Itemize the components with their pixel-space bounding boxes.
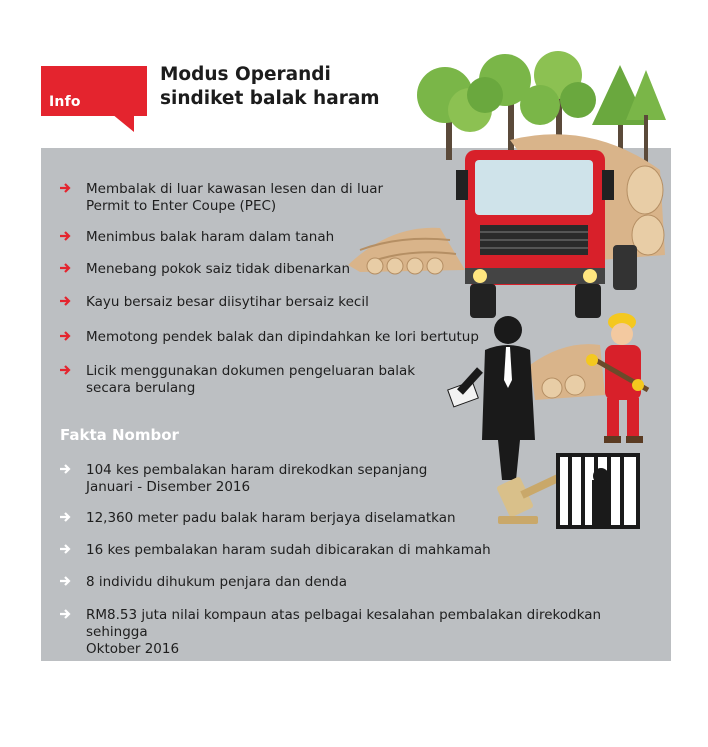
fact-item-text: 16 kes pembalakan haram sudah dibicarakan di mahkamah: [86, 542, 491, 558]
arrow-right-icon: [58, 229, 72, 243]
arrow-right-icon: [58, 607, 72, 621]
arrow-right-icon: [58, 294, 72, 308]
arrow-right-icon: [58, 510, 72, 524]
fact-item-text: 104 kes pembalakan haram direkodkan sepanjang Januari - Disember 2016: [86, 462, 428, 495]
arrow-right-icon: [58, 261, 72, 275]
modus-item-text: Membalak di luar kawasan lesen dan di luar Permit to Enter Coupe (PEC): [86, 181, 384, 214]
modus-item-text: Licik menggunakan dokumen pengeluaran balak secara berulang: [86, 363, 416, 396]
arrow-right-icon: [58, 363, 72, 377]
title-line-2: sindiket balak haram: [160, 88, 380, 109]
modus-item-text: Kayu bersaiz besar diisytihar bersaiz kecil: [86, 294, 369, 310]
prison-bars-icon: [558, 455, 638, 527]
modus-item-text: Menimbus balak haram dalam tanah: [86, 229, 335, 245]
fact-item-text: RM8.53 juta nilai kompaun atas pelbagai kesalahan pembalakan direkodkan sehingga Oktober 2016: [86, 607, 602, 657]
arrow-right-icon: [58, 181, 72, 195]
fact-item-text: 8 individu dihukum penjara dan denda: [86, 574, 348, 590]
fact-item-text: 12,360 meter padu balak haram berjaya diselamatkan: [86, 510, 456, 526]
arrow-right-icon: [58, 329, 72, 343]
illustration: [330, 40, 670, 530]
info-badge-label: Info: [49, 94, 81, 110]
facts-heading: Fakta Nombor: [60, 426, 179, 444]
log-pile-icon: [348, 228, 465, 274]
title-line-1: Modus Operandi: [160, 64, 331, 85]
modus-item-text: Menebang pokok saiz tidak dibenarkan: [86, 261, 351, 277]
arrow-right-icon: [58, 542, 72, 556]
info-badge-tail: [112, 114, 134, 132]
log-pile-icon: [530, 344, 605, 400]
modus-item-text: Memotong pendek balak dan dipindahkan ke lori bertutup: [86, 329, 479, 345]
arrow-right-icon: [58, 574, 72, 588]
arrow-right-icon: [58, 462, 72, 476]
